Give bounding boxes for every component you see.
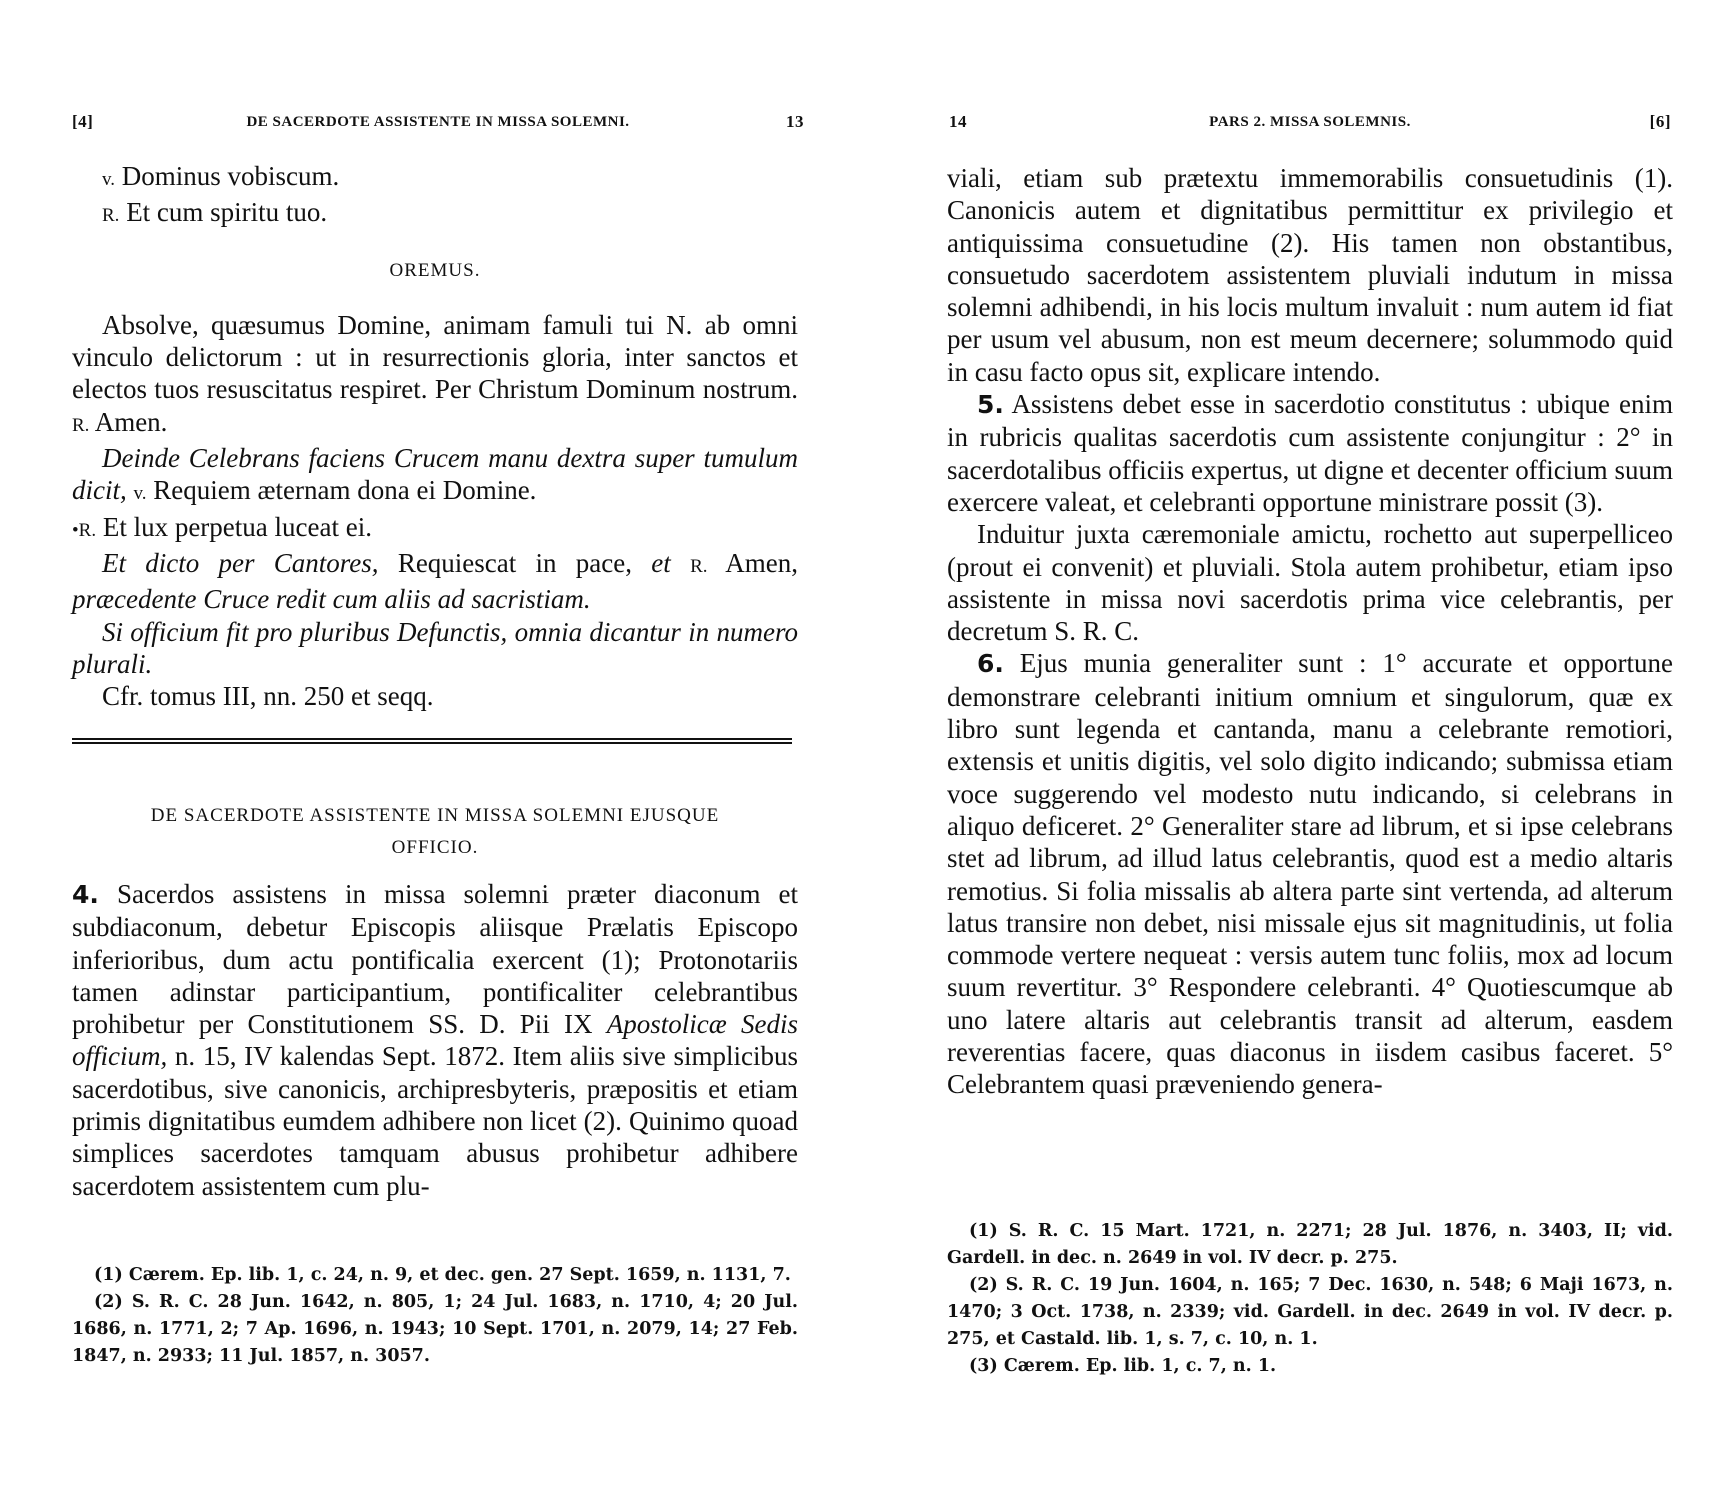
rubric-paragraph-3: Si officium fit pro pluribus Defunctis, omnia dicantur in numero plurali. [72, 616, 798, 679]
footnote: (2) S. R. C. 28 Jun. 1642, n. 805, 1; 24 Jul. 1683, n. 1710, 4; 20 Jul. 1686, n. 1771, 2; 7 Ap. 1696, n. 1943; 10 Sept. 1701, n. 2079, 14; 27 Feb. 1847, n. 2933; 11 Jul. 1857, n. 3057. [72, 1292, 798, 1366]
cross-reference: Cfr. tomus III, nn. 250 et seqq. [102, 681, 434, 712]
left-footnotes [72, 1262, 798, 1370]
rubric-paragraph: Deinde Celebrans faciens Crucem manu dextra super tumulum dicit, v. Requiem æternam dona ei Domine. [72, 443, 798, 506]
running-title: DE SACERDOTE ASSISTENTE IN MISSA SOLEMNI. [246, 114, 630, 130]
paragraph-number: 5. [977, 390, 1004, 420]
response-2: •R. Et lux perpetua luceat ei. [72, 511, 372, 542]
footnote: (1) S. R. C. 15 Mart. 1721, n. 2271; 28 Jul. 1876, n. 3403, II; vid. Gardell. in dec. n. 2649 in vol. IV decr. p. 275. [947, 1221, 1673, 1268]
footnote: (3) Cærem. Ep. lib. 1, c. 7, n. 1. [969, 1356, 1277, 1376]
paragraph-continued: viali, etiam sub prætextu immemorabilis consuetudinis (1). Canonicis autem et dignitatibus permittitur ex privilegio et antiquissima consuetudine (2). His tamen non obstantibus, consuetudo sacerdotem assistentem pluviali indutum in missa solemni adhibendi, in his locis multum invaluit : num autem id fiat per usum vel abusum, non est meum decernere; solummodo quid in casu facto opus sit, explicare intendo. [947, 163, 1673, 387]
paragraph-6: 6. Ejus munia generaliter sunt : 1° accurate et opportune demonstrare celebranti initium omnium et singulorum, quæ ex libro sunt legenda et cantanda, manu a celebrante remotiori, extensis et unitis digitis, vel solo digito indicando; submissa etiam voce suggerendo vel modesto nutu indicando, si celebrans in aliquo deficeret. 2° Generaliter stare ad librum, et si ipse celebrans stet ad librum, ad illud latus celebrantis, quod est a medio altaris remotius. Si folia missalis ab altera parte sint vertenda, ad alterum latus transire non debet, nisi missale ejus sit magnitudinis, ut folia commode vertere nequeat : versis autem tunc foliis, mox ad locum suum revertitur. 3° Respondere celebranti. 4° Quotiescumque ab uno latere altaris aut celebrantis transit ad alterum, easdem reverentias facere, quas diaconus in iisdem casibus faceret. 5° Celebrantem quasi præveniendo genera- [947, 648, 1674, 1100]
right-body [947, 162, 1673, 1101]
section-heading: DE SACERDOTE ASSISTENTE IN MISSA SOLEMNI EJUSQUE OFFICIO. [150, 805, 720, 858]
paragraph-5b: Induitur juxta cæremoniale amictu, rochetto aut superpelliceo (prout ei convenit) et pluviali. Stola autem prohibetur, etiam ipso assistente in missa novi sacerdotis prima vice celebrantis, per decretum S. R. C. [947, 519, 1673, 647]
page-mark: [6] [1649, 112, 1671, 131]
double-rule [72, 738, 792, 744]
section-body [72, 800, 798, 1202]
versicle: v. Dominus vobiscum. [102, 161, 340, 191]
running-title: PARS 2. MISSA SOLEMNIS. [1209, 114, 1411, 130]
page-number: 14 [949, 112, 967, 131]
paragraph-number: 4. [72, 880, 99, 909]
response: R. Et cum spiritu tuo. [102, 197, 328, 228]
footnote: (1) Cærem. Ep. lib. 1, c. 24, n. 9, et dec. gen. 27 Sept. 1659, n. 1131, 7. [94, 1265, 791, 1285]
prayer-paragraph: Absolve, quæsumus Domine, animam famuli tui N. ab omni vinculo delictorum : ut in resurrectionis gloria, inter sanctos et electos tuos resuscitatus respiret. Per Christum Dominum nostrum. R. Amen. [72, 309, 798, 437]
right-footnotes [947, 1218, 1673, 1380]
paragraph-4: 4. Sacerdos assistens in missa solemni præter diaconum et subdiaconum, debetur Episcopis aliisque Prælatis Episcopo inferioribus, dum actu pontificalia exercent (1); Protonotariis tamen adinstar participantium, pontificaliter celebrantibus prohibetur per Constitutionem SS. D. Pii IX Apostolicæ Sedis officium, n. 15, IV kalendas Sept. 1872. Item aliis sive simplicibus sacerdotibus, sive canonicis, archipresbyteris, præpositis et etiam primis dignitatibus eumdem adhibere non licet (2). Quinimo quoad simplices sacerdotes tamquam abusus prohibetur adhibere sacerdotem assistentem cum plu- [72, 879, 799, 1201]
paragraph-5: 5. Assistens debet esse in sacerdotio constitutus : ubique enim in rubricis qualitas sacerdotis cum assistente conjungitur : 2° in sacerdotalibus officiis expertus, ut digne et decenter officium suum exercere valeat, et celebranti opportune ministrare possit (3). [947, 389, 1673, 517]
oremus-heading: OREMUS. [389, 259, 481, 281]
paragraph-number: 6. [977, 649, 1004, 679]
left-body [72, 160, 798, 712]
right-page [867, 0, 1734, 1500]
page-number: 13 [786, 112, 804, 131]
rubric-paragraph-2: Et dicto per Cantores, Requiescat in pace, et R. Amen, præcedente Cruce redit cum aliis ad sacristiam. [72, 547, 799, 615]
page-mark: [4] [72, 112, 94, 131]
footnote: (2) S. R. C. 19 Jun. 1604, n. 165; 7 Dec. 1630, n. 548; 6 Maji 1673, n. 1470; 3 Oct. 1738, n. 2339; vid. Gardell. in dec. 2649 in vol. IV decr. p. 275, et Castald. lib. 1, s. 7, c. 10, n. 1. [947, 1275, 1673, 1349]
